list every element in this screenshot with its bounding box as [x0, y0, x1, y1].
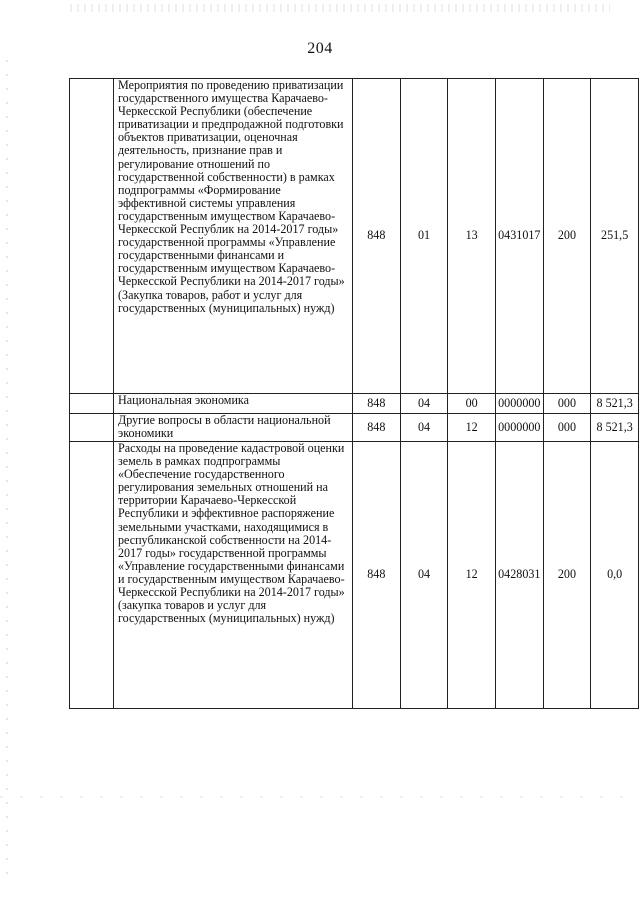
section-code: 04	[400, 442, 448, 709]
scan-noise-top	[70, 4, 610, 12]
expense-type-code: 200	[543, 79, 591, 394]
scan-noise-line	[0, 796, 640, 798]
amount-value: 8 521,3	[591, 414, 639, 442]
ministry-code: 848	[353, 442, 401, 709]
ministry-code: 848	[353, 79, 401, 394]
row-description: Национальная экономика	[114, 394, 353, 414]
empty-cell	[70, 414, 114, 442]
expense-type-code: 200	[543, 442, 591, 709]
scan-noise-left	[6, 60, 8, 880]
section-code: 04	[400, 394, 448, 414]
subsection-code: 13	[448, 79, 496, 394]
section-code: 01	[400, 79, 448, 394]
amount-value: 8 521,3	[591, 394, 639, 414]
target-article-code: 0431017	[495, 79, 543, 394]
row-description: Другие вопросы в области национальной экономики	[114, 414, 353, 442]
page-number: 204	[307, 40, 333, 57]
target-article-code: 0000000	[495, 414, 543, 442]
table-row	[70, 79, 639, 394]
expense-type-code: 000	[543, 394, 591, 414]
row-description: Мероприятия по проведению приватизации государственного имущества Карачаево-Черкесской Республики (обеспечение приватизации и предпродажной подготовки объектов приватизации, оценочная деятельность, признание прав и регулирование отношений по государственной собственности) в рамках подпрограммы «Формирование эффективной системы управления государственным имуществом Карачаево-Черкесской Республик на 2014-2017 годы» государственной программы «Управление государственными финансами и государственным имуществом Карачаево-Черкесской Республики на 2014-2017 годы» (Закупка товаров, работ и услуг для государственных (муниципальных) нужд)	[114, 79, 353, 394]
empty-cell	[70, 442, 114, 709]
empty-cell	[70, 394, 114, 414]
empty-cell	[70, 79, 114, 394]
subsection-code: 12	[448, 414, 496, 442]
expense-type-code: 000	[543, 414, 591, 442]
budget-table	[69, 78, 639, 709]
section-code: 04	[400, 414, 448, 442]
row-description: Расходы на проведение кадастровой оценки земель в рамках подпрограммы «Обеспечение государственного регулирования земельных отношений на территории Карачаево-Черкесской Республики и эффективное распоряжение земельными участками, находящимися в республиканской собственности на 2014-2017 годы» государственной программы «Управление государственными финансами и государственным имуществом Карачаево-Черкесской Республики на 2014-2017 годы» (закупка товаров и услуг для государственных (муниципальных) нужд)	[114, 442, 353, 709]
ministry-code: 848	[353, 414, 401, 442]
ministry-code: 848	[353, 394, 401, 414]
amount-value: 251,5	[591, 79, 639, 394]
table-row	[70, 394, 639, 414]
subsection-code: 12	[448, 442, 496, 709]
target-article-code: 0428031	[495, 442, 543, 709]
subsection-code: 00	[448, 394, 496, 414]
amount-value: 0,0	[591, 442, 639, 709]
table-row	[70, 414, 639, 442]
target-article-code: 0000000	[495, 394, 543, 414]
table-row	[70, 442, 639, 709]
